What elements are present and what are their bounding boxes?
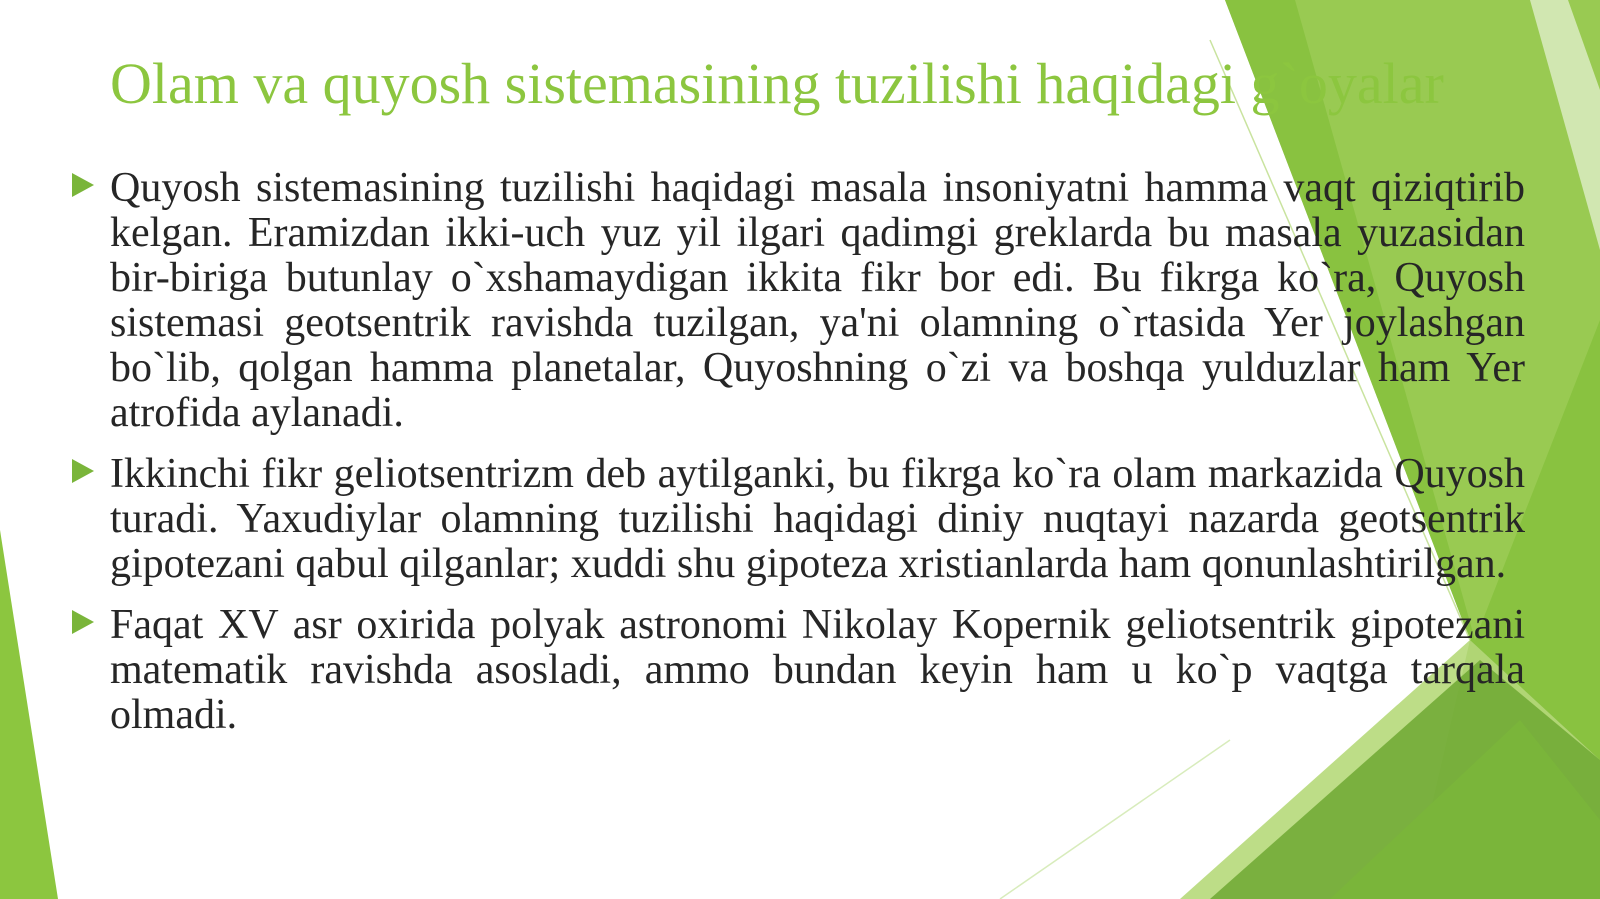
slide-title: Olam va quyosh sistemasining tuzilishi haqidagi g`oyalar	[110, 51, 1444, 116]
bullet-marker-icon	[70, 603, 110, 640]
left-green-wedge	[0, 530, 58, 899]
bullet-marker-icon	[70, 452, 110, 489]
bullet-text: Faqat XV asr oxirida polyak astronomi Nikolay Kopernik geliotsentrik gipotezani matematik ravishda asosladi, ammo bundan keyin ham u ko`p vaqtga tarqala olmadi.	[110, 602, 1525, 738]
bullet-marker-icon	[70, 166, 110, 203]
thin-bottom-line	[1000, 740, 1230, 899]
bullet-text: Quyosh sistemasining tuzilishi haqidagi masala insoniyatni hamma vaqt qiziqtirib kelgan. Eramizdan ikki-uch yuz yil ilgari qadimgi greklarda bu masala yuzasidan bir-biriga butunlay o`xshamaydigan ikkita fikr bor edi. Bu fikrga ko`ra, Quyosh sistemasi geotsentrik ravishda tuzilgan, ya'ni olamning o`rtasida Yer joylashgan bo`lib, qolgan hamma planetalar, Quyoshning o`zi va boshqa yulduzlar ham Yer atrofida aylanadi.	[110, 165, 1525, 436]
bullet-list	[70, 166, 1525, 754]
bullet-item	[70, 452, 1525, 587]
bullet-item	[70, 166, 1525, 436]
bullet-item	[70, 603, 1525, 738]
bullet-text: Ikkinchi fikr geliotsentrizm deb aytilganki, bu fikrga ko`ra olam markazida Quyosh turadi. Yaxudiylar olamning tuzilishi haqidagi diniy nuqtayi nazarda geotsentrik gipotezani qabul qilganlar; xuddi shu gipoteza xristianlarda ham qonunlashtirilgan.	[110, 451, 1525, 587]
